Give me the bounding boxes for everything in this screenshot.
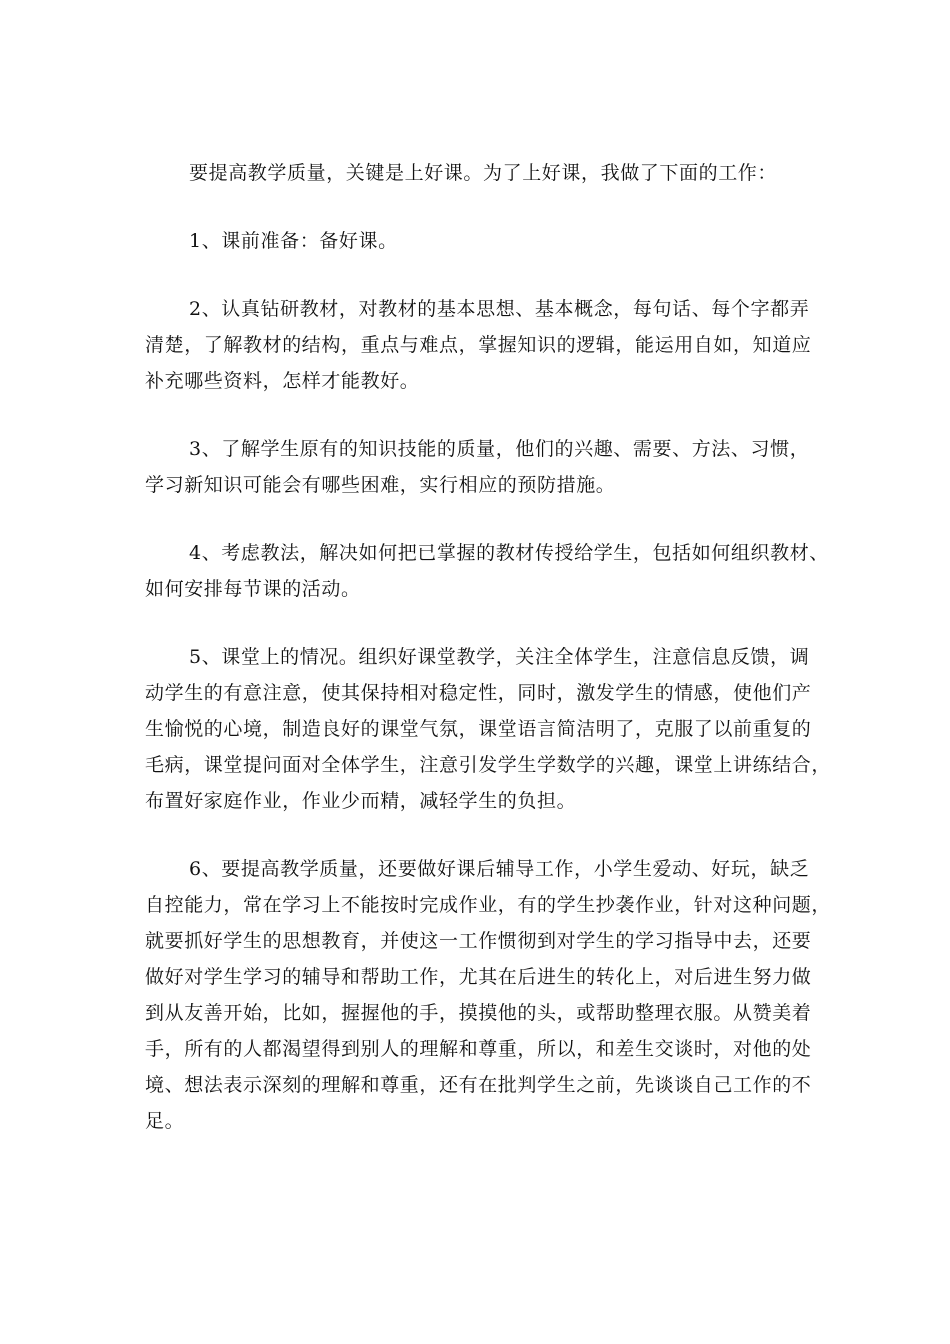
- document-body: [145, 155, 832, 1171]
- paragraph-line: 动学生的有意注意，使其保持相对稳定性，同时，激发学生的情感，使他们产: [145, 682, 812, 704]
- paragraph-line: 3、了解学生原有的知识技能的质量，他们的兴趣、需要、方法、习惯，: [189, 438, 810, 460]
- paragraph-item-1: [145, 223, 810, 259]
- paragraph-item-2: [145, 291, 810, 399]
- paragraph-line: 6、要提高教学质量，还要做好课后辅导工作，小学生爱动、好玩，缺乏: [189, 858, 810, 880]
- paragraph-item-4: [145, 535, 829, 607]
- paragraph-line: 到从友善开始，比如，握握他的手，摸摸他的头，或帮助整理衣服。从赞美着: [145, 1002, 812, 1024]
- paragraph-line: 如何安排每节课的活动。: [145, 578, 361, 600]
- paragraph-item-6: [145, 851, 832, 1139]
- paragraph-item-3: [145, 431, 810, 503]
- paragraph-line: 1、课前准备：备好课。: [189, 230, 398, 252]
- paragraph-line: 生愉悦的心境，制造良好的课堂气氛，课堂语言简洁明了，克服了以前重复的: [145, 718, 812, 740]
- paragraph-line: 手，所有的人都渴望得到别人的理解和尊重，所以，和差生交谈时，对他的处: [145, 1038, 812, 1060]
- paragraph-line: 补充哪些资料，怎样才能教好。: [145, 370, 420, 392]
- paragraph-line: 足。: [145, 1110, 185, 1132]
- paragraph-line: 布置好家庭作业，作业少而精，减轻学生的负担。: [145, 790, 577, 812]
- paragraph-line: 就要抓好学生的思想教育，并使这一工作惯彻到对学生的学习指导中去，还要: [145, 930, 812, 952]
- paragraph-line: 4、考虑教法，解决如何把已掌握的教材传授给学生，包括如何组织教材、: [189, 542, 829, 564]
- paragraph-line: 自控能力，常在学习上不能按时完成作业，有的学生抄袭作业，针对这种问题，: [145, 894, 832, 916]
- paragraph-line: 境、想法表示深刻的理解和尊重，还有在批判学生之前，先谈谈自己工作的不: [145, 1074, 812, 1096]
- paragraph-line: 毛病，课堂提问面对全体学生，注意引发学生学数学的兴趣，课堂上讲练结合，: [145, 754, 832, 776]
- paragraph-item-5: [145, 639, 832, 819]
- paragraph-line: 清楚，了解教材的结构，重点与难点，掌握知识的逻辑，能运用自如，知道应: [145, 334, 812, 356]
- paragraph-intro: [145, 155, 810, 191]
- paragraph-line: 2、认真钻研教材，对教材的基本思想、基本概念，每句话、每个字都弄: [189, 298, 810, 320]
- paragraph-line: 学习新知识可能会有哪些困难，实行相应的预防措施。: [145, 474, 616, 496]
- paragraph-line: 要提高教学质量，关键是上好课。为了上好课，我做了下面的工作：: [189, 162, 778, 184]
- paragraph-line: 5、课堂上的情况。组织好课堂教学，关注全体学生，注意信息反馈，调: [189, 646, 810, 668]
- paragraph-line: 做好对学生学习的辅导和帮助工作，尤其在后进生的转化上，对后进生努力做: [145, 966, 812, 988]
